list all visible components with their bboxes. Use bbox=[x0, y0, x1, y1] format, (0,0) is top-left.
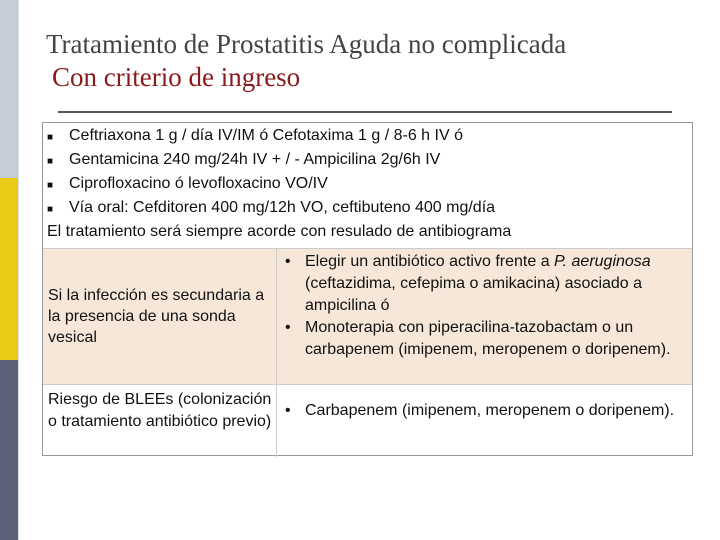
conclusion-text: El tratamiento será siempre acorde con resulado de antibiograma bbox=[47, 223, 512, 240]
list-item-text: Ceftriaxona 1 g / día IV/IM ó Cefotaxima 1 g / 8-6 h IV ó bbox=[69, 127, 463, 144]
list-item-text: Vía oral: Cefditoren 400 mg/12h VO, ceftibuteno 400 mg/día bbox=[69, 199, 496, 216]
recommendation-item: • Carbapenem (imipenem, meropenem o doripenem). bbox=[281, 400, 689, 422]
list-item bbox=[43, 197, 692, 221]
title-line-1: Tratamiento de Prostatitis Aguda no complicada bbox=[46, 29, 567, 59]
list-item bbox=[43, 125, 692, 149]
list-item bbox=[43, 173, 692, 197]
recommendation-cell bbox=[281, 400, 689, 422]
list-item-text: Ciprofloxacino ó levofloxacino VO/IV bbox=[69, 175, 328, 192]
bullet-icon: ■ bbox=[47, 204, 54, 215]
recommendation-cell bbox=[281, 251, 689, 361]
condition-cell: Riesgo de BLEEs (colonización o tratamiento antibiótico previo) bbox=[48, 391, 272, 430]
list-item bbox=[43, 149, 692, 173]
table-row-catheter bbox=[43, 248, 692, 385]
recommendation-item: • Elegir un antibiótico activo frente a P. aeruginosa (ceftazidima, cefepima o amikacina) asociado a ampicilina ó bbox=[281, 251, 689, 317]
condition-cell: Si la infección es secundaria a la presencia de una sonda vesical bbox=[48, 287, 265, 346]
recommendation-item: • Monoterapia con piperacilina-tazobactam o un carbapenem (imipenem, meropenem o doripenem). bbox=[281, 317, 689, 361]
decorative-sidebar bbox=[0, 0, 18, 540]
sidebar-segment-yellow bbox=[0, 178, 18, 360]
slide-title bbox=[46, 28, 566, 94]
title-line-2: Con criterio de ingreso bbox=[52, 62, 301, 92]
title-underline bbox=[58, 111, 672, 113]
treatment-list bbox=[43, 123, 692, 247]
bullet-icon: ■ bbox=[47, 180, 54, 191]
treatment-table bbox=[42, 122, 693, 456]
bullet-icon: ■ bbox=[47, 156, 54, 167]
sidebar-segment-gray bbox=[0, 0, 18, 178]
sidebar-segment-slate bbox=[0, 360, 18, 540]
list-item-text: Gentamicina 240 mg/24h IV + / - Ampicilina 2g/6h IV bbox=[69, 151, 441, 168]
bullet-icon: ■ bbox=[47, 132, 54, 143]
table-row-blees bbox=[43, 385, 692, 455]
italic-organism: P. aeruginosa bbox=[554, 253, 651, 270]
sidebar-edge-line bbox=[18, 0, 19, 540]
